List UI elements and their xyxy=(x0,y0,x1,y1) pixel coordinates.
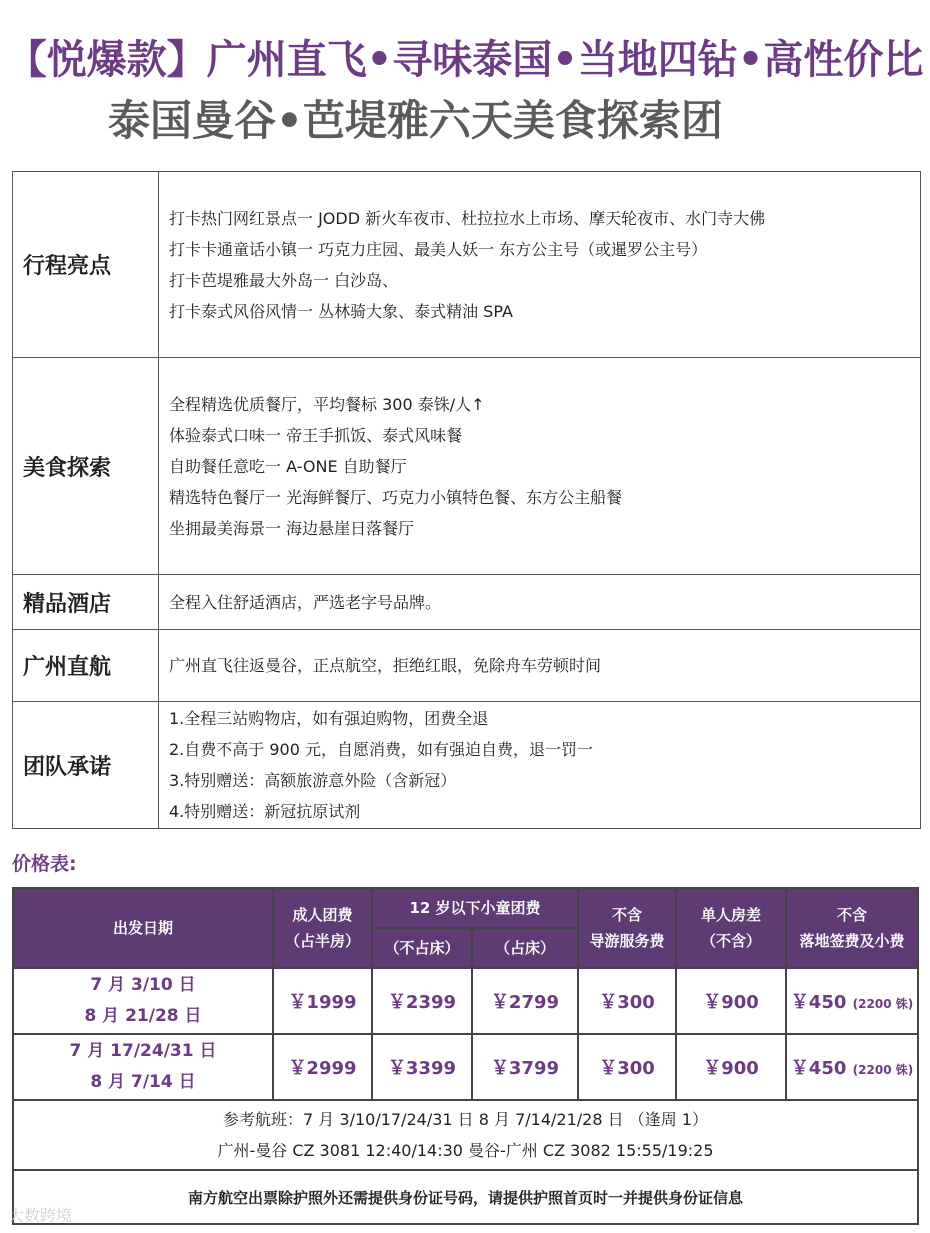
date-line2: 8 月 21/28 日 xyxy=(84,1006,202,1026)
section-content xyxy=(159,630,921,702)
header-guide xyxy=(578,888,676,968)
header-single-line1: 单人房差 xyxy=(700,906,761,924)
section-line: 自助餐任意吃一 A-ONE 自助餐厅 xyxy=(169,456,407,476)
visa-fee-note: (2200 铢) xyxy=(852,997,914,1011)
section-line: 广州直飞往返曼谷，正点航空，拒绝红眼，免除舟车劳顿时间 xyxy=(169,656,602,675)
section-line: 全程精选优质餐厅，平均餐标 300 泰铢/人↑ xyxy=(169,394,485,414)
price-row xyxy=(13,968,918,1034)
section-label: 行程亮点 xyxy=(13,172,159,358)
header-adult-line1: 成人团费 xyxy=(292,906,353,924)
header-visa xyxy=(786,888,918,968)
child-bed-price: ￥3799 xyxy=(472,1034,578,1100)
adult-price: ￥2999 xyxy=(273,1034,372,1100)
section-line: 全程入住舒适酒店，严选老字号品牌。 xyxy=(169,592,442,612)
price-header-row xyxy=(13,888,918,928)
section-line: 2.自费不高于 900 元，自愿消费，如有强迫自费，退一罚一 xyxy=(169,740,593,759)
header-date: 出发日期 xyxy=(13,888,273,968)
title-line-1: 【悦爆款】广州直飞•寻味泰国•当地四钻•高性价比 xyxy=(6,37,924,83)
section-line: 打卡卡通童话小镇一 巧克力庄园、最美人妖一 东方公主号（或暹罗公主号） xyxy=(169,239,708,259)
watermark: 大数跨境 xyxy=(8,1206,73,1225)
price-title: 价格表: xyxy=(12,853,77,875)
section-row-promise xyxy=(13,702,921,829)
visa-fee xyxy=(786,1034,918,1100)
id-note: 南方航空出票除护照外还需提供身份证号码，请提供护照首页时一并提供身份证信息 xyxy=(13,1170,918,1224)
section-label: 团队承诺 xyxy=(13,702,159,829)
section-label: 广州直航 xyxy=(13,630,159,702)
visa-fee xyxy=(786,968,918,1034)
visa-fee-value: ￥450 xyxy=(790,992,847,1013)
section-row-food xyxy=(13,358,921,575)
section-content xyxy=(159,358,921,575)
flight-info xyxy=(13,1100,918,1170)
section-row-flight xyxy=(13,630,921,702)
section-line: 打卡热门网红景点一 JODD 新火车夜市、杜拉拉水上市场、摩天轮夜市、水门寺大佛 xyxy=(169,208,766,228)
single-supplement: ￥900 xyxy=(676,1034,786,1100)
guide-fee: ￥300 xyxy=(578,968,676,1034)
header-guide-line1: 不含 xyxy=(611,906,642,924)
guide-fee: ￥300 xyxy=(578,1034,676,1100)
note-row xyxy=(13,1170,918,1224)
section-line: 4.特别赠送：新冠抗原试剂 xyxy=(169,802,361,821)
header-adult xyxy=(273,888,372,968)
section-row-hotel xyxy=(13,575,921,630)
header-visa-line1: 不含 xyxy=(836,906,867,924)
date-line1: 7 月 17/24/31 日 xyxy=(69,1041,217,1061)
visa-fee-note: (2200 铢) xyxy=(852,1063,914,1077)
child-nobed-price: ￥3399 xyxy=(372,1034,472,1100)
section-line: 精选特色餐厅一 光海鲜餐厅、巧克力小镇特色餐、东方公主船餐 xyxy=(169,487,623,507)
header-child: 12 岁以下小童团费 xyxy=(372,888,578,928)
date-line1: 7 月 3/10 日 xyxy=(90,975,196,995)
section-line: 坐拥最美海景一 海边悬崖日落餐厅 xyxy=(169,518,415,538)
section-label: 精品酒店 xyxy=(13,575,159,630)
flight-info-line1: 参考航班：7 月 3/10/17/24/31 日 8 月 7/14/21/28 日 （逢周 1） xyxy=(223,1110,708,1129)
departure-date xyxy=(13,1034,273,1100)
title-line-2: 泰国曼谷•芭堤雅六天美食探索团 xyxy=(108,96,723,145)
child-bed-price: ￥2799 xyxy=(472,968,578,1034)
header-visa-line2: 落地签费及小费 xyxy=(799,932,905,950)
header-guide-line2: 导游服务费 xyxy=(589,932,665,950)
single-supplement: ￥900 xyxy=(676,968,786,1034)
flight-info-line2: 广州-曼谷 CZ 3081 12:40/14:30 曼谷-广州 CZ 3082 15:55/19:25 xyxy=(217,1141,714,1160)
section-row-highlights xyxy=(13,172,921,358)
child-nobed-price: ￥2399 xyxy=(372,968,472,1034)
section-label: 美食探索 xyxy=(13,358,159,575)
price-table xyxy=(12,887,919,1225)
section-line: 打卡泰式风俗风情一 丛林骑大象、泰式精油 SPA xyxy=(169,301,513,321)
header-single-line2: （不含） xyxy=(700,932,761,950)
section-content xyxy=(159,575,921,630)
header-adult-line2: （占半房） xyxy=(284,932,360,950)
section-line: 打卡芭堤雅最大外岛一 白沙岛、 xyxy=(169,270,399,290)
header-child-nobed: （不占床） xyxy=(372,928,472,968)
section-line: 体验泰式口味一 帝王手抓饭、泰式风味餐 xyxy=(169,425,463,445)
price-row xyxy=(13,1034,918,1100)
section-line: 3.特别赠送：高额旅游意外险（含新冠） xyxy=(169,771,457,790)
departure-date xyxy=(13,968,273,1034)
features-table xyxy=(12,171,921,829)
date-line2: 8 月 7/14 日 xyxy=(90,1072,196,1092)
section-content xyxy=(159,172,921,358)
section-content xyxy=(159,702,921,829)
section-line: 1.全程三站购物店，如有强迫购物，团费全退 xyxy=(169,709,489,728)
visa-fee-value: ￥450 xyxy=(790,1058,847,1079)
flight-info-row xyxy=(13,1100,918,1170)
header-single xyxy=(676,888,786,968)
adult-price: ￥1999 xyxy=(273,968,372,1034)
header-child-bed: （占床） xyxy=(472,928,578,968)
